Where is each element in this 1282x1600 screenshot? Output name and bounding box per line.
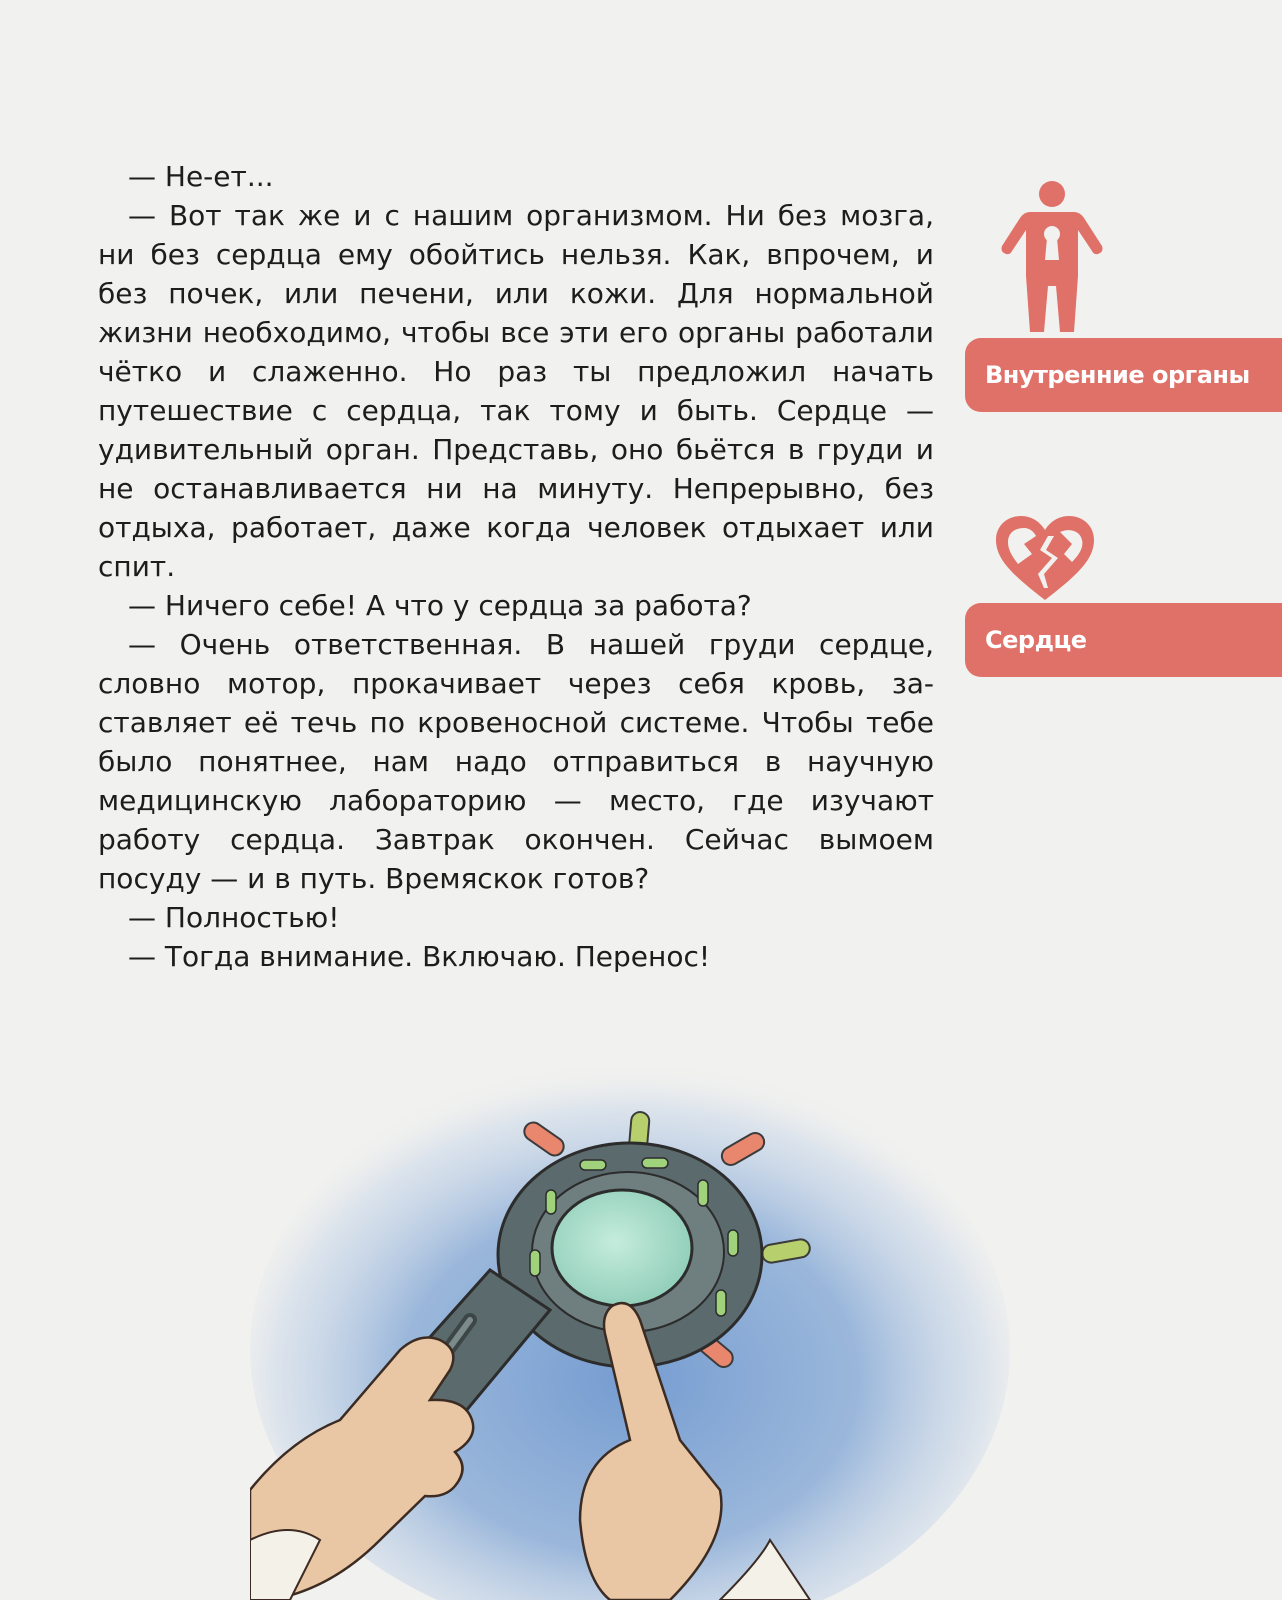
story-text (98, 157, 934, 976)
paragraph: — Вот так же и с нашим организмом. Ни без мозга, ни без сердца ему обойтись нельзя. Как, впрочем, и без почек, или печени, или кожи. Для нормальной жизни необходимо, чтобы все эти его органы работали чётко и слаженно. Но раз ты предложил начать путешествие с сердца, так тому и быть. Сердце — удивительный орган. Представь, оно бьётся в груди и не останавливается ни на минуту. Непрерывно, без отдыха, работает, даже когда человек отдыхает или спит. (98, 199, 934, 583)
tab-internal-organs[interactable]: Внутренние органы (965, 338, 1282, 412)
paragraph: — Ничего себе! А что у сердца за работа? (128, 589, 752, 622)
paragraph: — Не-ет... (128, 160, 274, 193)
paragraph: — Очень ответственная. В нашей груди сердце, словно мотор, прокачивает через себя кровь, заставляет её течь по кровеносной системе. Чтобы тебе было понятнее, нам надо отправиться в научную медицинскую лабораторию — место, где изучают работу сердца. Завтрак окончен. Сейчас вымоем посуду — и в путь. Времяскок готов? (98, 628, 934, 895)
tab-heart[interactable]: Сердце (965, 603, 1282, 677)
broken-heart-icon (994, 514, 1096, 602)
paragraph: — Полностью! (128, 901, 340, 934)
paragraph: — Тогда внимание. Включаю. Перенос! (128, 940, 711, 973)
human-body-keyhole-icon (1000, 180, 1104, 332)
hand-holding-time-device-illustration (250, 1020, 1010, 1600)
